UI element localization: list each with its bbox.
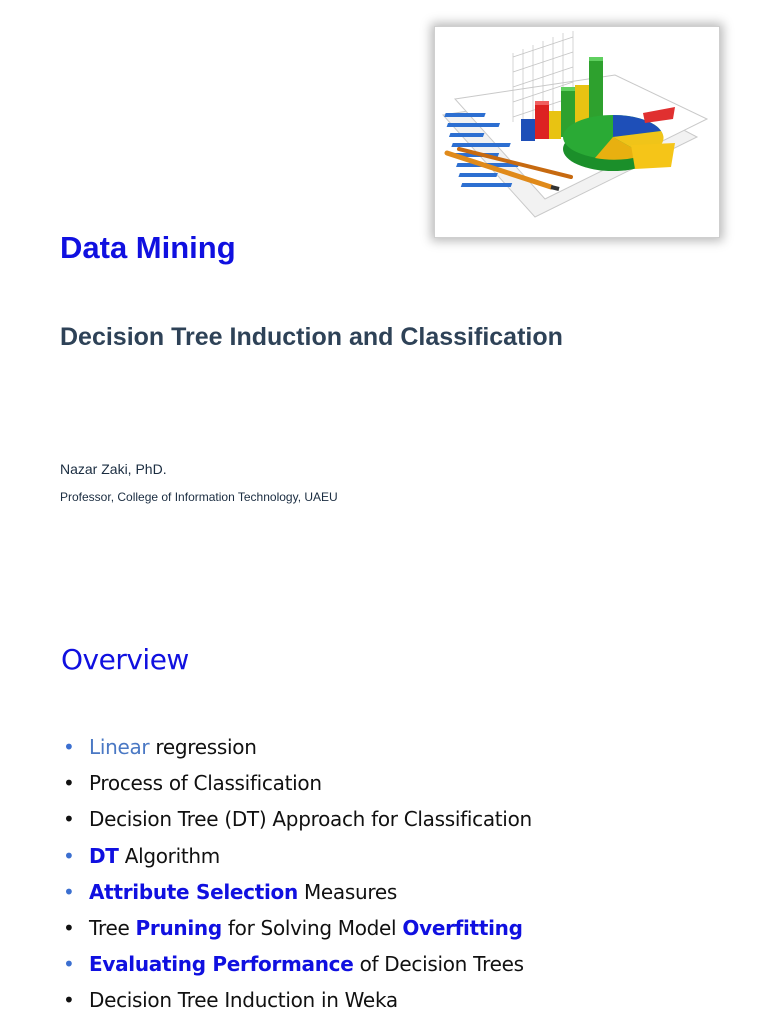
list-item: [63, 910, 532, 946]
bullet-icon: •: [63, 879, 75, 904]
bullet-highlight: Evaluating Performance: [89, 952, 354, 977]
bullet-text: Algorithm: [118, 843, 220, 868]
overview-heading: Overview: [61, 643, 189, 676]
bullet-icon: •: [63, 843, 75, 868]
bullet-highlight: Overfitting: [402, 915, 523, 940]
bullet-text: Tree: [89, 915, 136, 940]
bullet-text: regression: [149, 735, 257, 759]
overview-slide: [0, 590, 768, 1024]
bullet-icon: •: [63, 771, 75, 796]
list-item: [63, 946, 532, 982]
bullet-highlight: Linear: [89, 735, 150, 759]
author-name: Nazar Zaki, PhD.: [60, 461, 167, 477]
bullet-text: Process of Classification: [89, 771, 322, 796]
bullet-highlight: Attribute Selection: [89, 879, 298, 904]
bullet-highlight: Pruning: [135, 915, 222, 940]
bullet-text: Decision Tree Induction in Weka: [89, 988, 398, 1013]
bullet-text: of Decision Trees: [353, 952, 524, 977]
overview-bullet-list: [63, 729, 532, 1019]
hero-image: [434, 26, 720, 238]
data-chart-illustration: [435, 27, 719, 237]
list-item: [63, 874, 532, 910]
bullet-icon: •: [63, 915, 75, 940]
list-item: [63, 729, 532, 765]
presentation-title: Data Mining: [60, 230, 236, 265]
bullet-icon: •: [63, 988, 75, 1013]
list-item: [63, 838, 532, 874]
presentation-subtitle: Decision Tree Induction and Classification: [60, 323, 563, 351]
list-item: [63, 765, 532, 801]
list-item: [63, 982, 532, 1018]
bullet-text: Measures: [297, 879, 397, 904]
list-item: [63, 801, 532, 837]
author-affiliation: Professor, College of Information Technology, UAEU: [60, 490, 338, 504]
bullet-icon: •: [63, 807, 75, 832]
bullet-text: for Solving Model: [221, 915, 403, 940]
bullet-highlight: DT: [89, 843, 119, 868]
bullet-icon: •: [63, 735, 75, 759]
bullet-icon: •: [63, 952, 75, 977]
bullet-text: Decision Tree (DT) Approach for Classification: [89, 807, 532, 832]
